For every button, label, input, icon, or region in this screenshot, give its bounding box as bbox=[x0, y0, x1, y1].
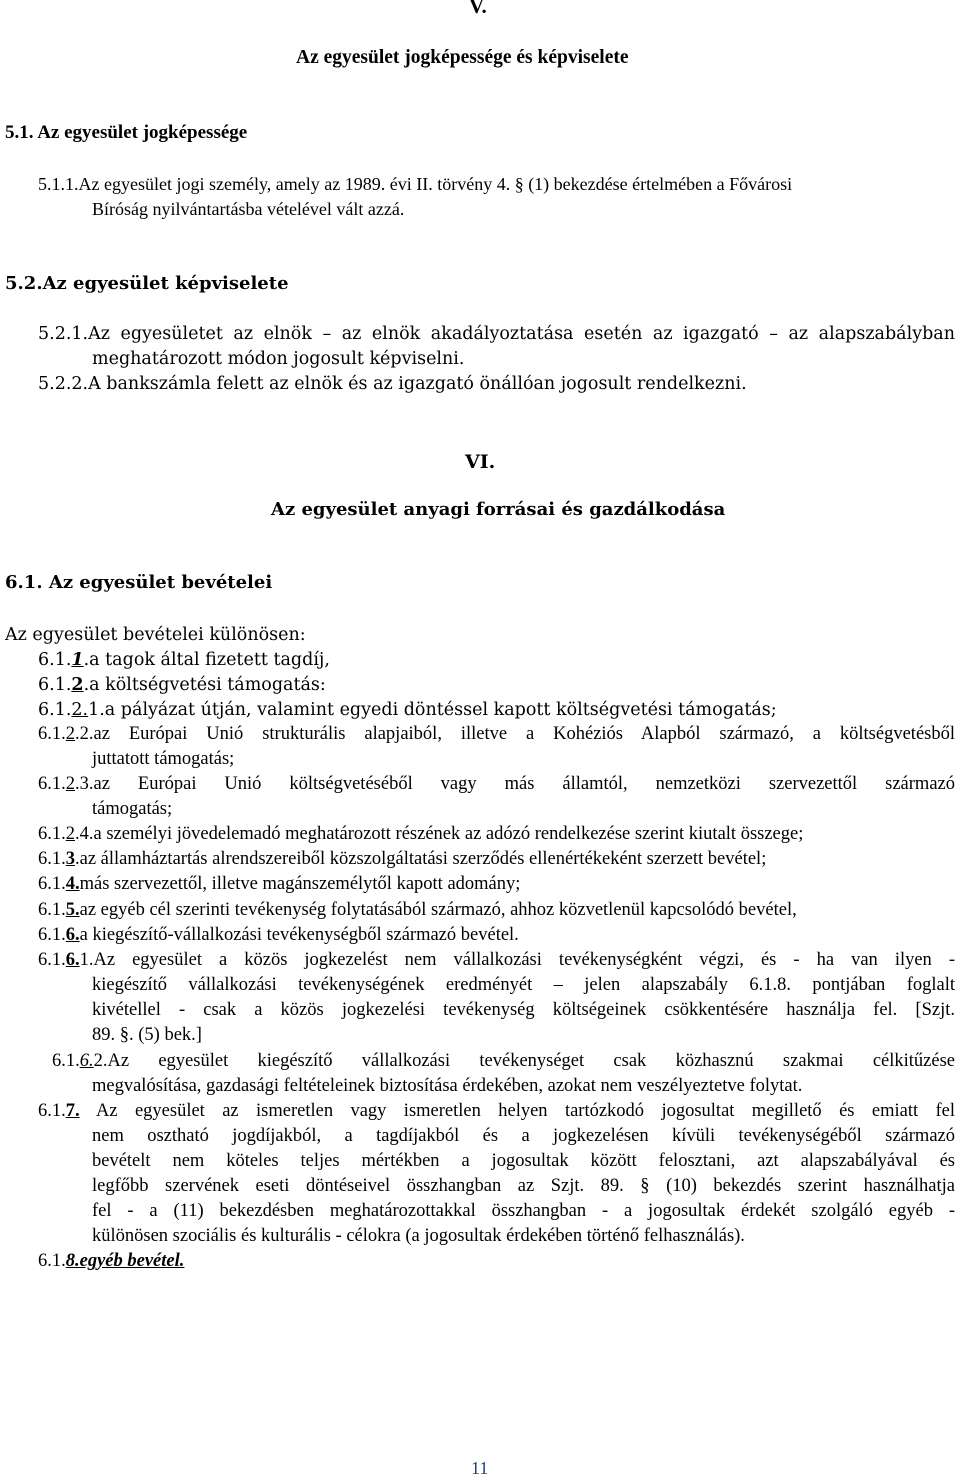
list-item: 6.1.2.2.az Európai Unió strukturális alapjaiból, illetve a Kohéziós Alapból származó, a költségvetésből bbox=[38, 724, 955, 744]
list-item-continuation: fel - a (11) bekezdésben meghatározottakkal összhangban - a jogosultak érdekét szolgáló egyéb - bbox=[92, 1201, 955, 1221]
list-item: 6.1.8.egyéb bevétel. bbox=[38, 1251, 185, 1271]
page-number: 11 bbox=[471, 1458, 489, 1478]
list-item-continuation: különösen szociális és kulturális - célokra (a jogosultak érdekében történő felhasználás). bbox=[92, 1226, 745, 1246]
list-item: 6.1.2.4.a személyi jövedelemadó meghatározott részének az adózó rendelkezése szerint kiutalt összege; bbox=[38, 824, 804, 844]
list-item-continuation: megvalósítása, gazdasági feltételeinek biztosítása érdekében, azokat nem veszélyeztetve folytat. bbox=[92, 1076, 803, 1096]
list-item: 6.1.2.3.az Európai Unió költségvetéséből vagy más államtól, nemzetközi szervezettől származó bbox=[38, 774, 955, 794]
paragraph-line: Bíróság nyilvántartásba vételével vált azzá. bbox=[92, 199, 405, 219]
list-item: 6.1.6.2.Az egyesület kiegészítő vállalkozási tevékenységet csak közhasznú szakmai célkitűzése bbox=[52, 1051, 955, 1071]
chapter-number: VI. bbox=[465, 451, 496, 473]
list-item: 6.1.2.1.a pályázat útján, valamint egyedi döntéssel kapott költségvetési támogatás; bbox=[38, 700, 777, 720]
list-item-continuation: juttatott támogatás; bbox=[92, 749, 235, 769]
paragraph-line: 5.1.1.Az egyesület jogi személy, amely az 1989. évi II. törvény 4. § (1) bekezdése értelmében a Fővárosi bbox=[38, 174, 793, 194]
chapter-title: Az egyesület jogképessége és képviselete bbox=[296, 47, 629, 68]
list-item: 6.1.6.1.Az egyesület a közös jogkezelést nem vállalkozási tevékenységként végzi, és - ha van ilyen - bbox=[38, 950, 955, 970]
list-item-continuation: kivétellel - csak a közös jogkezelési tevékenység költségeinek csökkentésére használja fel. [Szjt. bbox=[92, 1000, 955, 1020]
section-heading: 5.1. Az egyesület jogképessége bbox=[5, 122, 248, 143]
list-item: 6.1.7. Az egyesület az ismeretlen vagy ismeretlen helyen tartózkodó jogosultat megillető és emiatt fel bbox=[38, 1101, 955, 1121]
list-item: 6.1.3.az államháztartás alrendszereiből közszolgáltatási szerződés ellenértékeként szerzett bevétel; bbox=[38, 849, 767, 869]
list-item-continuation: 89. §. (5) bek.] bbox=[92, 1025, 202, 1045]
list-item-continuation: bevételt nem köteles teljes mértékben a jogosultak között felosztani, azt alapszabályával és bbox=[92, 1151, 955, 1171]
chapter-title: Az egyesület anyagi forrásai és gazdálkodása bbox=[271, 499, 726, 520]
list-item-continuation: támogatás; bbox=[92, 799, 173, 819]
paragraph-line: meghatározott módon jogosult képviselni. bbox=[92, 349, 465, 369]
list-item: 6.1.1.a tagok által fizetett tagdíj, bbox=[38, 650, 330, 670]
list-item: 6.1.2.a költségvetési támogatás: bbox=[38, 675, 326, 695]
list-item: 6.1.6.a kiegészítő-vállalkozási tevékenységből származó bevétel. bbox=[38, 925, 519, 945]
paragraph-line: 5.2.2.A bankszámla felett az elnök és az igazgató önállóan jogosult rendelkezni. bbox=[38, 374, 747, 394]
list-item: 6.1.4.más szervezettől, illetve magánszemélytől kapott adomány; bbox=[38, 874, 521, 894]
section-heading: 5.2.Az egyesület képviselete bbox=[5, 273, 289, 294]
list-item-continuation: legfőbb szervének eseti döntéseivel összhangban az Szjt. 89. § (10) bekezdés szerint használhatja bbox=[92, 1176, 955, 1196]
chapter-number: V. bbox=[469, 0, 487, 18]
list-item-continuation: nem osztható jogdíjakból, a tagdíjakból és a jogkezelésen kívüli tevékenységéből származó bbox=[92, 1126, 955, 1146]
list-item-continuation: kiegészítő vállalkozási tevékenységének eredményét – jelen alapszabály 6.1.8. pontjában foglalt bbox=[92, 975, 955, 995]
section-heading: 6.1. Az egyesület bevételei bbox=[5, 572, 273, 593]
list-item: 6.1.5.az egyéb cél szerinti tevékenység folytatásából származó, ahhoz közvetlenül kapcsolódó bevétel, bbox=[38, 900, 797, 920]
intro-line: Az egyesület bevételei különösen: bbox=[5, 625, 306, 645]
paragraph-line: 5.2.1.Az egyesületet az elnök – az elnök akadályoztatása esetén az igazgató – az alapszabályban bbox=[38, 324, 955, 344]
